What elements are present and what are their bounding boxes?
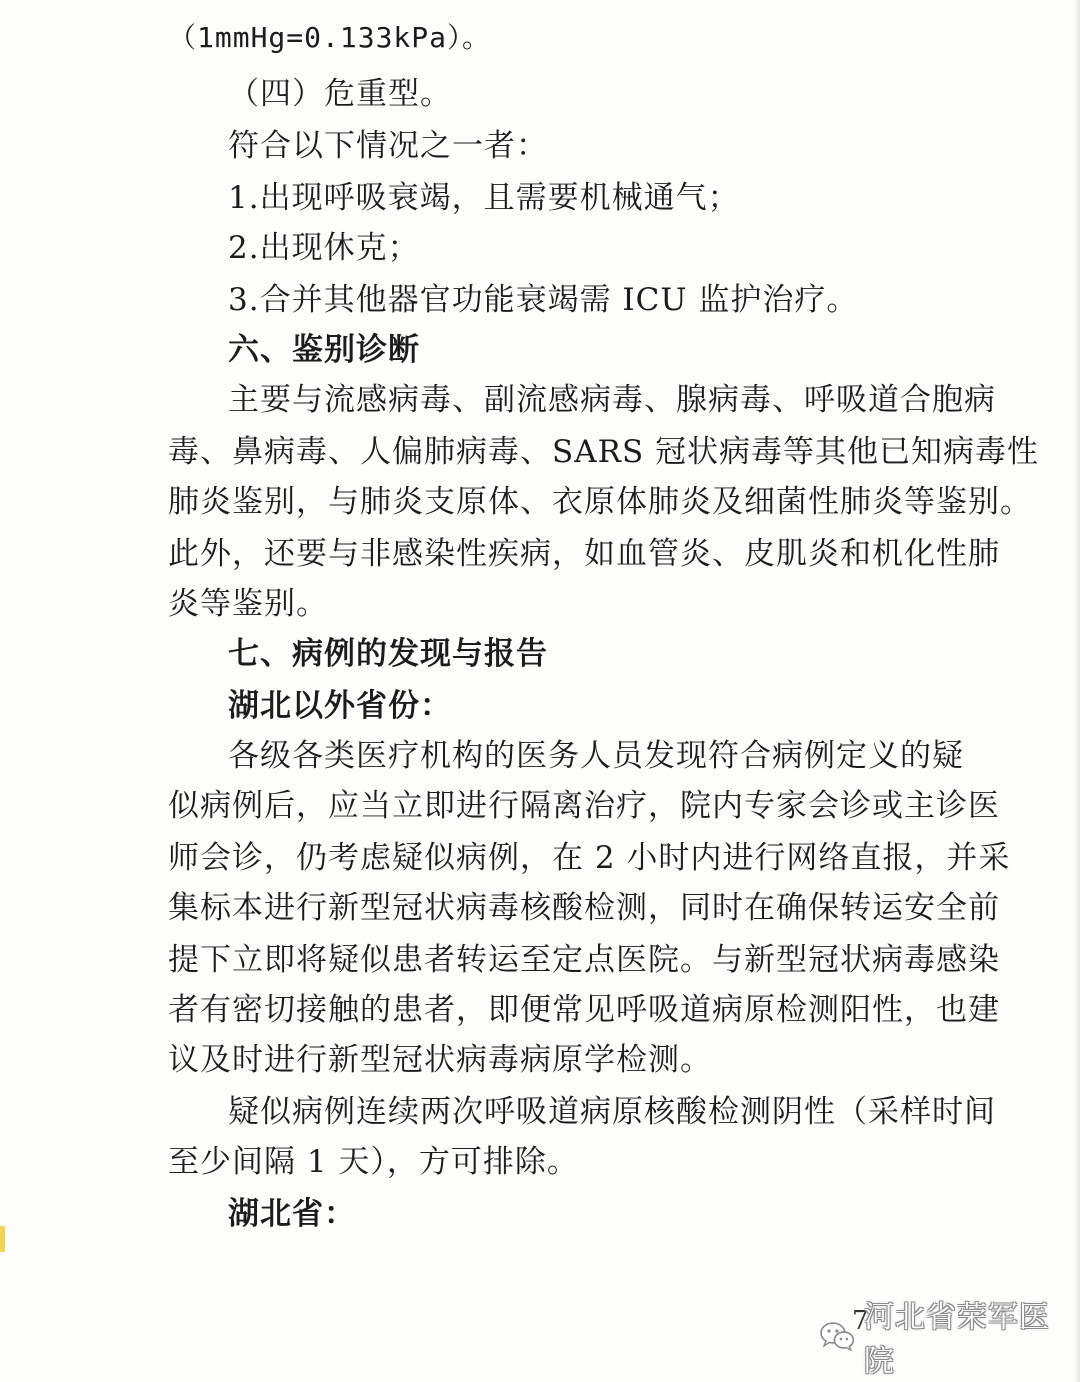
paragraph-exclusion-line-1: 疑似病例连续两次呼吸道病原核酸检测阴性（采样时间 — [228, 1094, 996, 1130]
paragraph-reporting-line-7: 议及时进行新型冠状病毒病原学检测。 — [168, 1042, 712, 1078]
paragraph-differential-line-3: 肺炎鉴别，与肺炎支原体、衣原体肺炎及细菌性肺炎等鉴别。 — [168, 484, 1032, 520]
subheading-hubei: 湖北省： — [228, 1196, 356, 1232]
paragraph-reporting-line-4: 集标本进行新型冠状病毒核酸检测，同时在确保转运安全前 — [168, 890, 1000, 926]
text-line-unit-note: （1mmHg=0.133kPa）。 — [168, 21, 492, 54]
subheading-outside-hubei: 湖北以外省份： — [228, 688, 452, 724]
paragraph-differential-line-1: 主要与流感病毒、副流感病毒、腺病毒、呼吸道合胞病 — [228, 382, 996, 418]
text-line-criterion-1: 1.出现呼吸衰竭，且需要机械通气； — [228, 180, 740, 216]
text-line-criteria-intro: 符合以下情况之一者： — [228, 128, 548, 164]
wechat-logo-icon — [818, 1319, 856, 1353]
text-line-criterion-2: 2.出现休克； — [228, 230, 420, 266]
paragraph-differential-line-2: 毒、鼻病毒、人偏肺病毒、SARS 冠状病毒等其他已知病毒性 — [168, 434, 1040, 470]
section-heading-differential: 六、鉴别诊断 — [228, 332, 420, 368]
watermark-text: 河北省荣军医院 — [863, 1300, 1050, 1379]
paragraph-differential-line-4: 此外，还要与非感染性疾病，如血管炎、皮肌炎和机化性肺 — [168, 536, 1000, 572]
text-line-critical-heading: （四）危重型。 — [228, 76, 452, 112]
page-edge-shadow — [1074, 0, 1080, 1382]
paragraph-reporting-line-5: 提下立即将疑似患者转运至定点医院。与新型冠状病毒感染 — [168, 942, 1000, 978]
wechat-watermark — [818, 1300, 1080, 1379]
paragraph-reporting-line-1: 各级各类医疗机构的医务人员发现符合病例定义的疑 — [228, 738, 964, 774]
paragraph-exclusion-line-2: 至少间隔 1 天），方可排除。 — [168, 1144, 579, 1180]
paragraph-reporting-line-2: 似病例后，应当立即进行隔离治疗，院内专家会诊或主诊医 — [168, 788, 1000, 824]
paragraph-reporting-line-6: 者有密切接触的患者，即便常见呼吸道病原检测阳性，也建 — [168, 992, 1000, 1028]
page-number: 7 — [852, 1306, 869, 1336]
paragraph-differential-line-5: 炎等鉴别。 — [168, 586, 328, 622]
paragraph-reporting-line-3: 师会诊，仍考虑疑似病例，在 2 小时内进行网络直报，并采 — [168, 840, 1011, 876]
text-line-criterion-3: 3.合并其他器官功能衰竭需 ICU 监护治疗。 — [228, 282, 859, 318]
section-heading-reporting: 七、病例的发现与报告 — [228, 636, 548, 672]
scan-edge-mark — [0, 1226, 5, 1252]
